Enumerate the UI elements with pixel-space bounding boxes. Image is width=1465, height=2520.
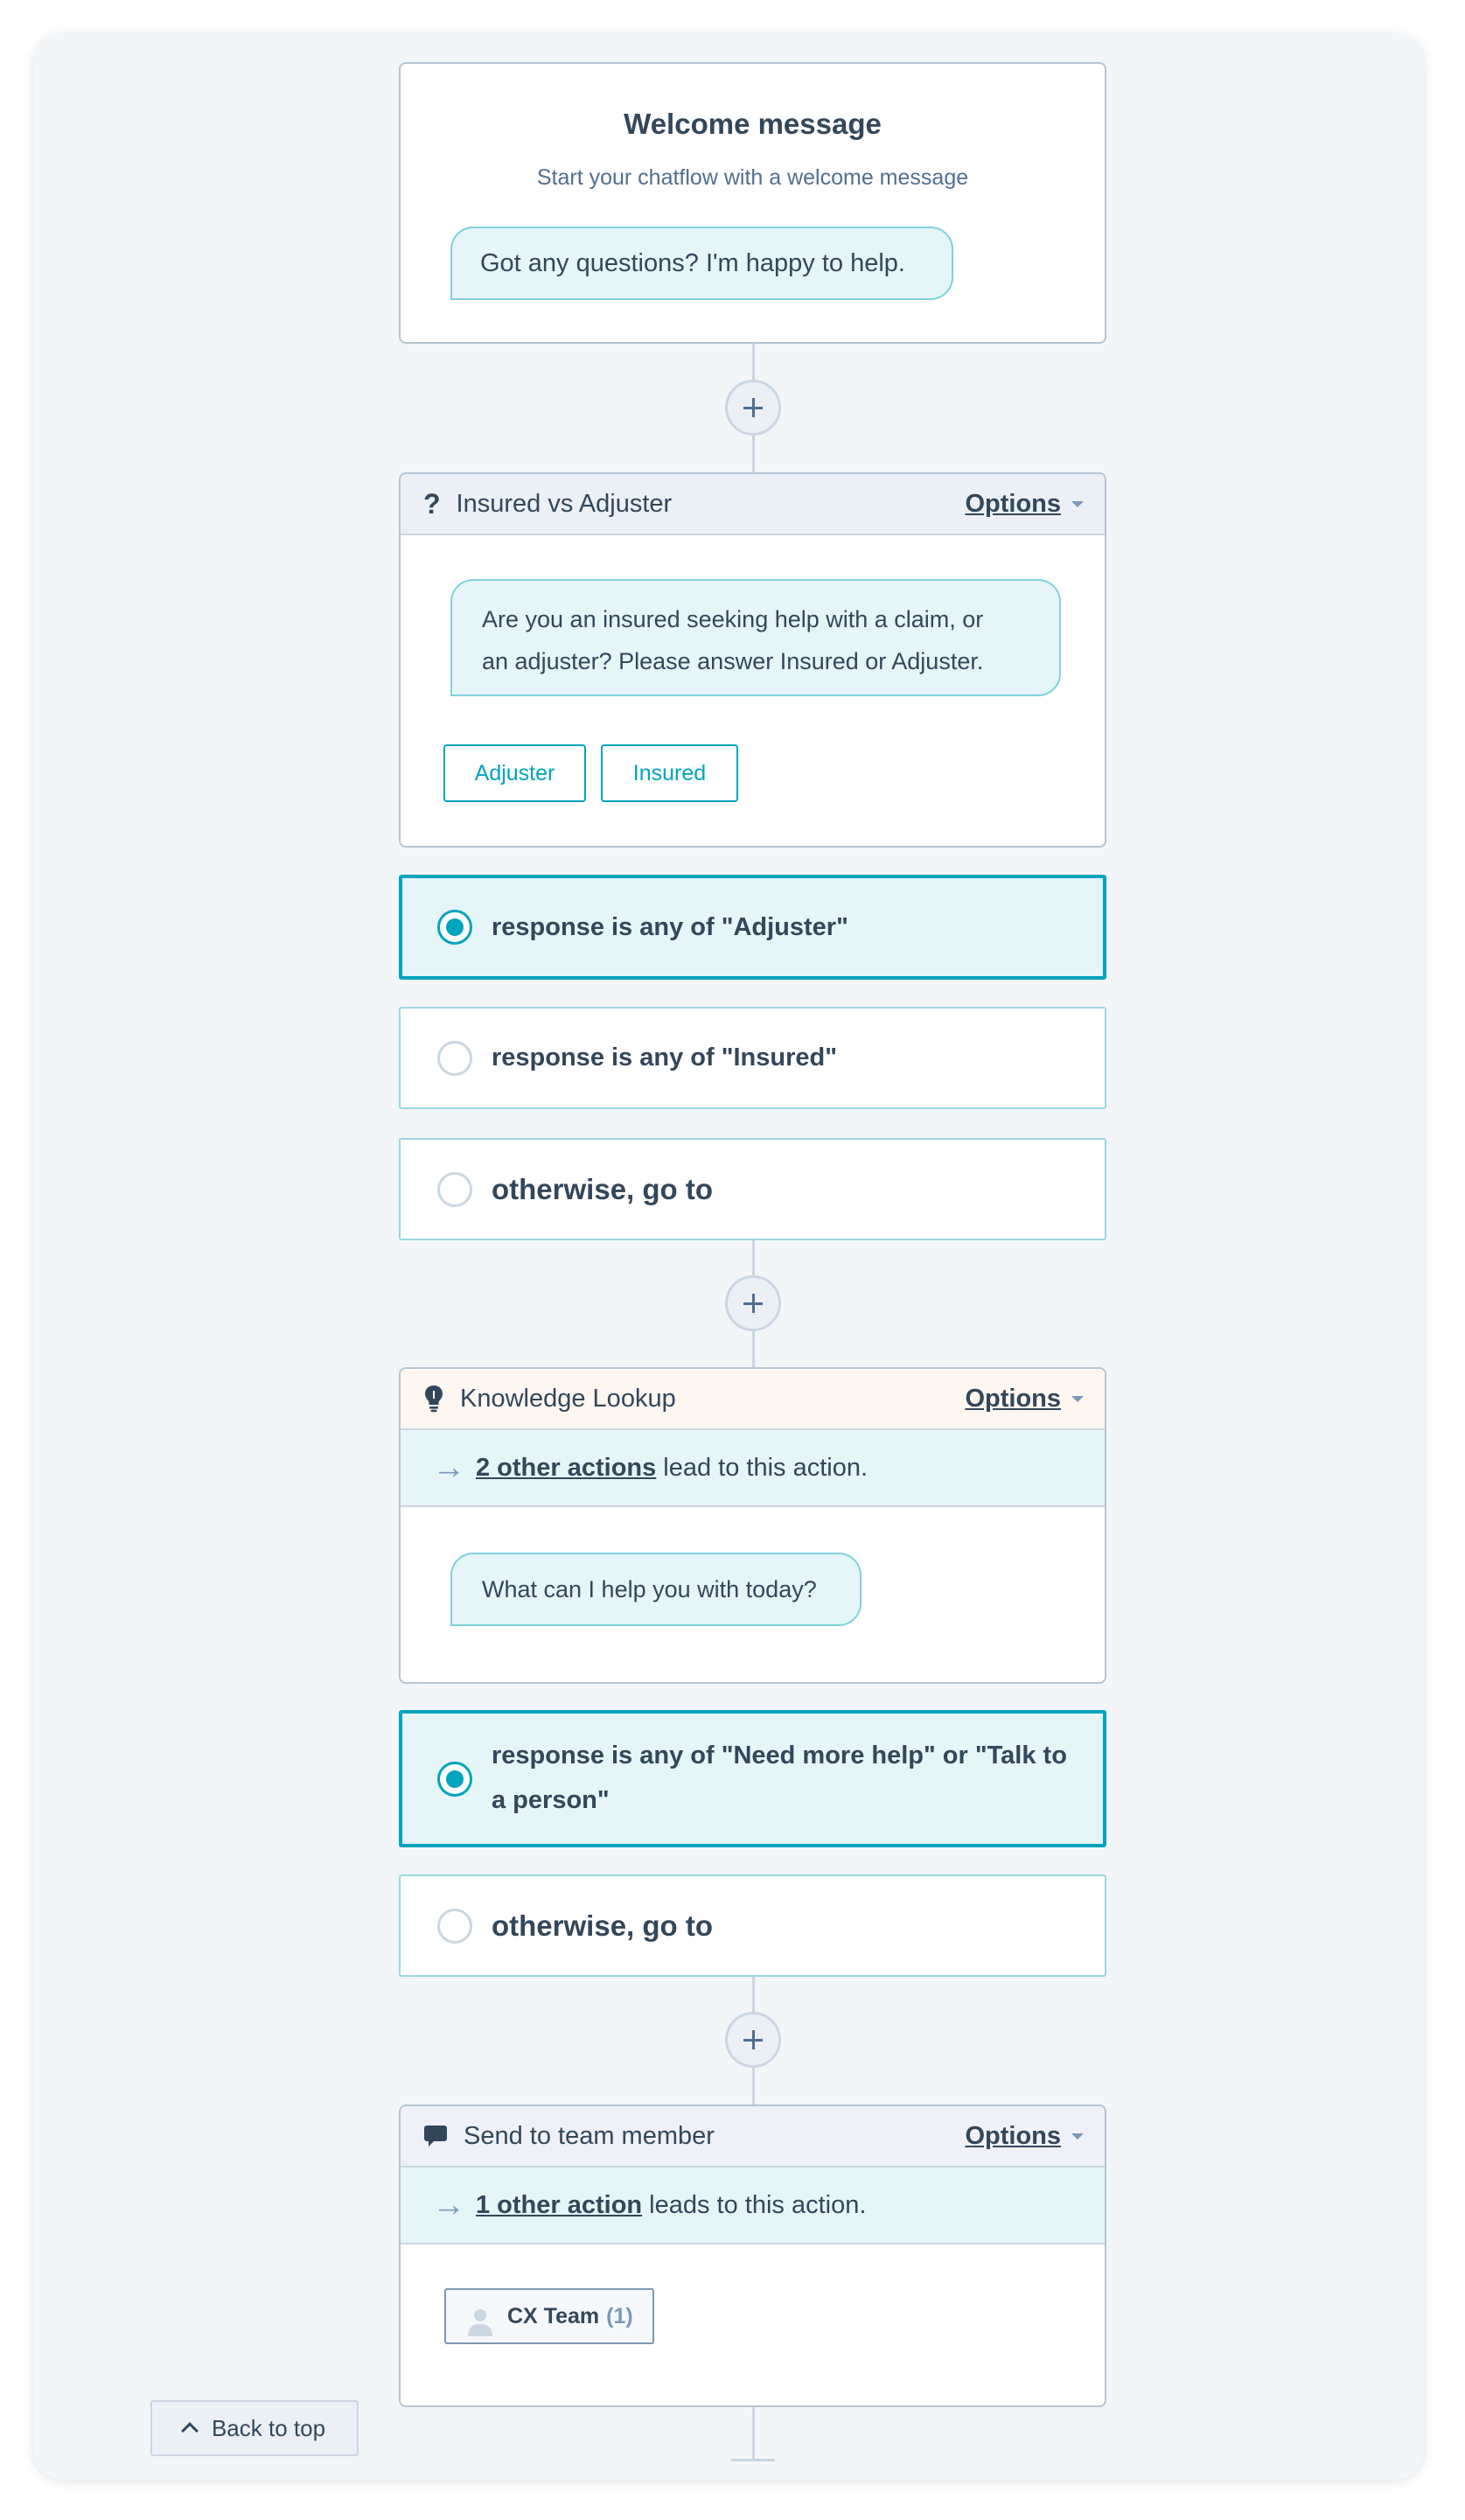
back-to-top-label: Back to top xyxy=(211,2414,326,2441)
branch-insured[interactable] xyxy=(399,1007,1106,1109)
arrow-right-icon: → xyxy=(432,1449,465,1486)
question-bubble-line: an adjuster? Please answer Insured or Adjuster. xyxy=(482,648,984,674)
caret-down-icon xyxy=(1071,501,1084,507)
welcome-bubble: Got any questions? I'm happy to help. xyxy=(450,227,953,300)
question-card[interactable] xyxy=(399,472,1106,848)
team-count: (1) xyxy=(606,2303,633,2328)
back-to-top-button[interactable] xyxy=(150,2400,359,2456)
other-actions-link[interactable]: 2 other actions xyxy=(476,1453,657,1482)
caret-down-icon xyxy=(1071,1396,1084,1402)
arrow-right-icon: → xyxy=(432,2187,465,2223)
welcome-title: Welcome message xyxy=(624,108,882,140)
radio-unselected[interactable] xyxy=(437,1172,472,1207)
send-to-team-card[interactable] xyxy=(399,2105,1106,2407)
caret-down-icon xyxy=(1071,2133,1084,2140)
send-to-team-title: Send to team member xyxy=(464,2121,715,2150)
other-action-link[interactable]: 1 other action xyxy=(476,2190,643,2219)
options-label: Options xyxy=(965,489,1061,518)
branch-label: response is any of "Adjuster" xyxy=(492,912,848,941)
question-bubble xyxy=(450,579,1061,696)
knowledge-lookup-header xyxy=(401,1369,1105,1430)
question-icon: ? xyxy=(423,487,441,520)
team-name: CX Team xyxy=(507,2303,600,2328)
add-action-button[interactable] xyxy=(725,380,781,436)
knowledge-lookup-title: Knowledge Lookup xyxy=(460,1384,676,1413)
radio-unselected[interactable] xyxy=(437,1041,472,1076)
options-dropdown[interactable] xyxy=(965,490,1084,519)
options-dropdown[interactable] xyxy=(965,2122,1084,2151)
branch-label: response is any of "Insured" xyxy=(492,1044,837,1072)
branch-otherwise[interactable] xyxy=(399,1138,1106,1240)
radio-unselected[interactable] xyxy=(437,1909,472,1944)
branch-label xyxy=(492,1734,1067,1823)
chat-bubble-icon xyxy=(423,2124,448,2148)
branch-label-line: response is any of "Need more help" or "Talk to xyxy=(492,1741,1067,1770)
radio-selected[interactable] xyxy=(437,910,472,945)
question-card-header xyxy=(401,474,1105,535)
chevron-up-icon xyxy=(181,2422,199,2440)
branch-label-line: a person" xyxy=(492,1785,610,1814)
adjuster-option-button[interactable]: Adjuster xyxy=(443,744,586,802)
team-avatar-icon xyxy=(465,2303,495,2338)
lead-row xyxy=(401,1430,1105,1507)
add-action-button[interactable] xyxy=(725,2012,781,2068)
lead-text: lead to this action. xyxy=(663,1453,869,1482)
branch-label: otherwise, go to xyxy=(492,1909,714,1942)
connector-line xyxy=(752,2405,755,2460)
question-card-title: Insured vs Adjuster xyxy=(456,489,673,518)
branch-otherwise[interactable] xyxy=(399,1874,1106,1977)
team-chip[interactable] xyxy=(444,2288,654,2344)
knowledge-bubble: What can I help you with today? xyxy=(450,1553,862,1626)
welcome-message-card[interactable] xyxy=(399,62,1106,344)
lead-text: leads to this action. xyxy=(649,2190,867,2219)
knowledge-lookup-card[interactable] xyxy=(399,1367,1106,1684)
welcome-subtitle: Start your chatflow with a welcome message xyxy=(536,165,969,190)
question-bubble-line: Are you an insured seeking help with a claim, or xyxy=(482,606,984,632)
lightbulb-icon xyxy=(423,1385,444,1413)
add-action-button[interactable] xyxy=(725,1275,781,1331)
radio-selected[interactable] xyxy=(437,1762,472,1797)
send-to-team-header xyxy=(401,2106,1105,2167)
options-dropdown[interactable] xyxy=(965,1385,1084,1414)
options-label: Options xyxy=(965,2121,1061,2150)
insured-option-button[interactable]: Insured xyxy=(601,744,738,802)
connector-end xyxy=(731,2459,775,2461)
branch-label: otherwise, go to xyxy=(492,1172,714,1205)
branch-need-more-help[interactable] xyxy=(399,1710,1106,1847)
options-label: Options xyxy=(965,1384,1061,1413)
branch-adjuster[interactable] xyxy=(399,875,1106,980)
lead-row xyxy=(401,2167,1105,2244)
